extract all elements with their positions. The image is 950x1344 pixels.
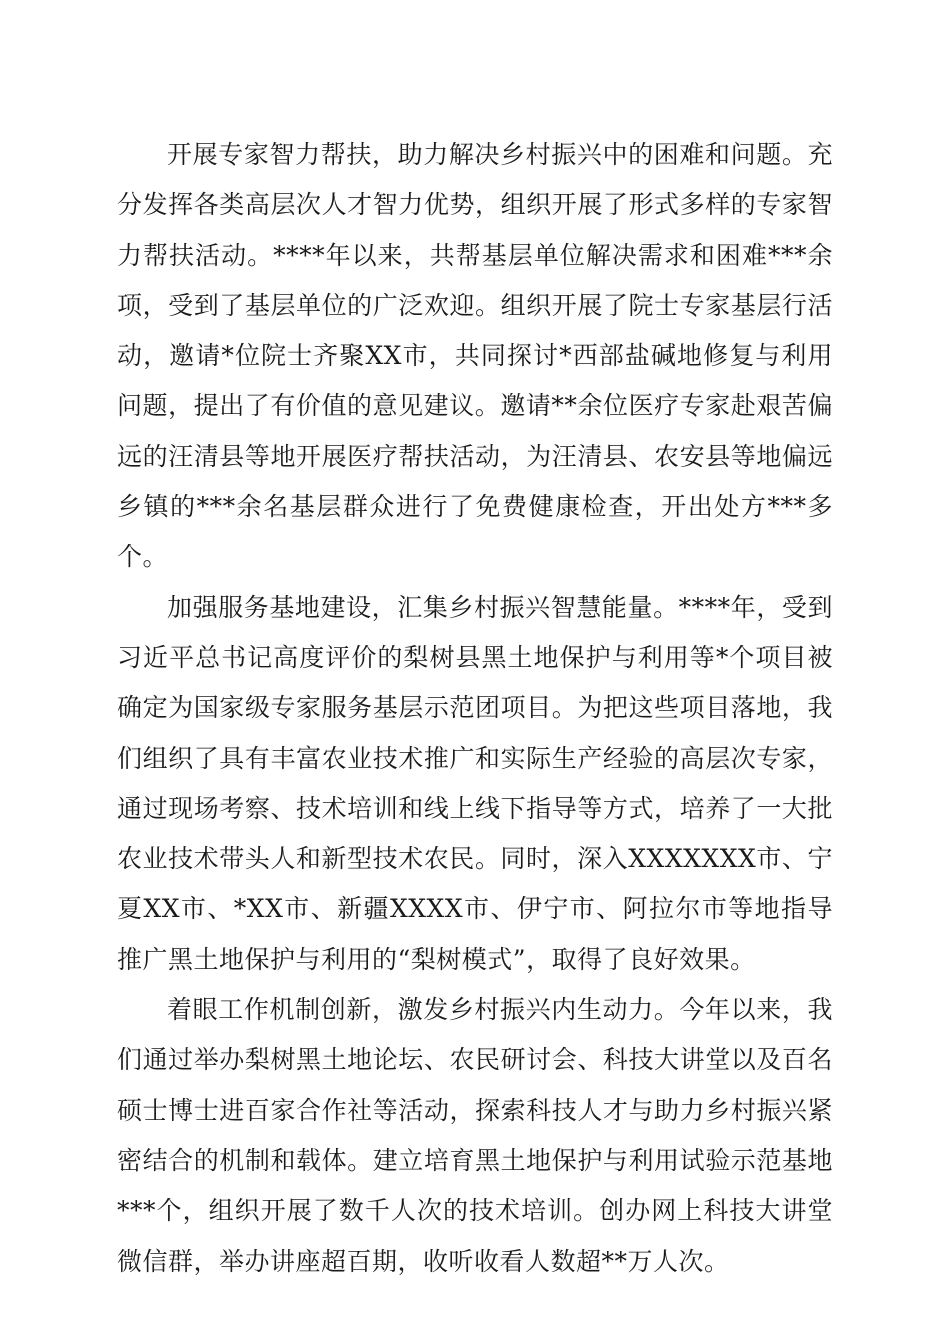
- paragraph-service-base: 加强服务基地建设，汇集乡村振兴智慧能量。****年，受到习近平总书记高度评价的梨树县黑土地保护与利用等*个项目被确定为国家级专家服务基层示范团项目。为把这些项目落地，我们组织了具有丰富农业技术推广和实际生产经验的高层次专家，通过现场考察、技术培训和线上线下指导等方式，培养了一大批农业技术带头人和新型技术农民。同时，深入XXXXXXX市、宁夏XX市、*XX市、新疆XXXX市、伊宁市、阿拉尔市等地指导推广黑土地保护与利用的“梨树模式”，取得了良好效果。: [117, 592, 833, 974]
- document-body: [117, 130, 833, 1287]
- paragraph-expert-assistance: 开展专家智力帮扶，助力解决乡村振兴中的困难和问题。充分发挥各类高层次人才智力优势，组织开展了形式多样的专家智力帮扶活动。****年以来，共帮基层单位解决需求和困难***余项，受到了基层单位的广泛欢迎。组织开展了院士专家基层行活动，邀请*位院士齐聚XX市，共同探讨*西部盐碱地修复与利用问题，提出了有价值的意见建议。邀请**余位医疗专家赴艰苦偏远的汪清县等地开展医疗帮扶活动，为汪清县、农安县等地偏远乡镇的***余名基层群众进行了免费健康检查，开出处方***多个。: [117, 140, 833, 572]
- paragraph-mechanism-innovation: 着眼工作机制创新，激发乡村振兴内生动力。今年以来，我们通过举办梨树黑土地论坛、农民研讨会、科技大讲堂以及百名硕士博士进百家合作社等活动，探索科技人才与助力乡村振兴紧密结合的机制和载体。建立培育黑土地保护与利用试验示范基地***个，组织开展了数千人次的技术培训。创办网上科技大讲堂微信群，举办讲座超百期，收听收看人数超**万人次。: [117, 995, 833, 1276]
